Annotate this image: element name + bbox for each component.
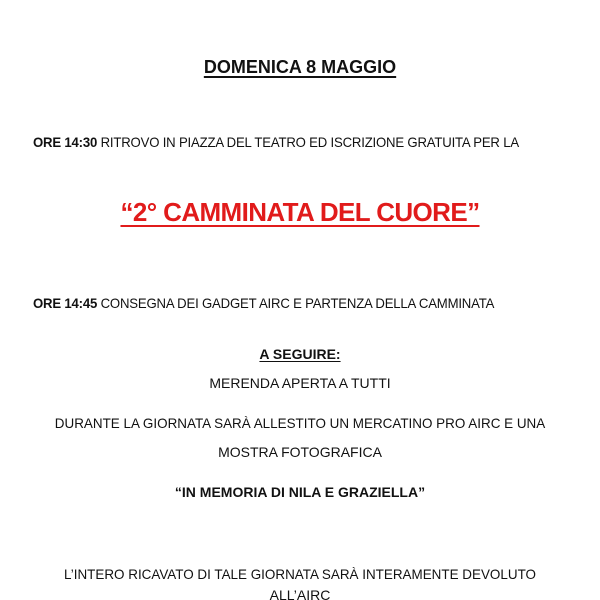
date-heading: DOMENICA 8 MAGGIO	[203, 57, 397, 77]
cut-off-header-text	[148, 0, 452, 3]
schedule-text: RITROVO IN PIAZZA DEL TEATRO ED ISCRIZIONE GRATUITA PER LA	[97, 134, 519, 150]
event-title: “2° CAMMINATA DEL CUORE”	[120, 197, 480, 227]
after-heading: A SEGUIRE:	[259, 346, 341, 362]
schedule-line-departure	[33, 294, 494, 312]
schedule-time: ORE 14:45	[33, 295, 98, 311]
schedule-time: ORE 14:30	[33, 134, 98, 150]
closing-text-line-2: ALL’AIRC	[269, 587, 331, 600]
closing-text-line-1: L’INTERO RICAVATO DI TALE GIORNATA SARÀ INTERAMENTE DEVOLUTO	[64, 566, 536, 582]
memorial-text: “IN MEMORIA DI NILA E GRAZIELLA”	[174, 484, 426, 500]
schedule-line-registration	[33, 133, 519, 151]
schedule-text: CONSEGNA DEI GADGET AIRC E PARTENZA DELLA CAMMINATA	[97, 295, 495, 311]
market-text-line-2: MOSTRA FOTOGRAFICA	[218, 444, 382, 460]
market-text-line-1: DURANTE LA GIORNATA SARÀ ALLESTITO UN MERCATINO PRO AIRC E UNA	[54, 415, 546, 431]
snack-text: MERENDA APERTA A TUTTI	[209, 375, 391, 391]
